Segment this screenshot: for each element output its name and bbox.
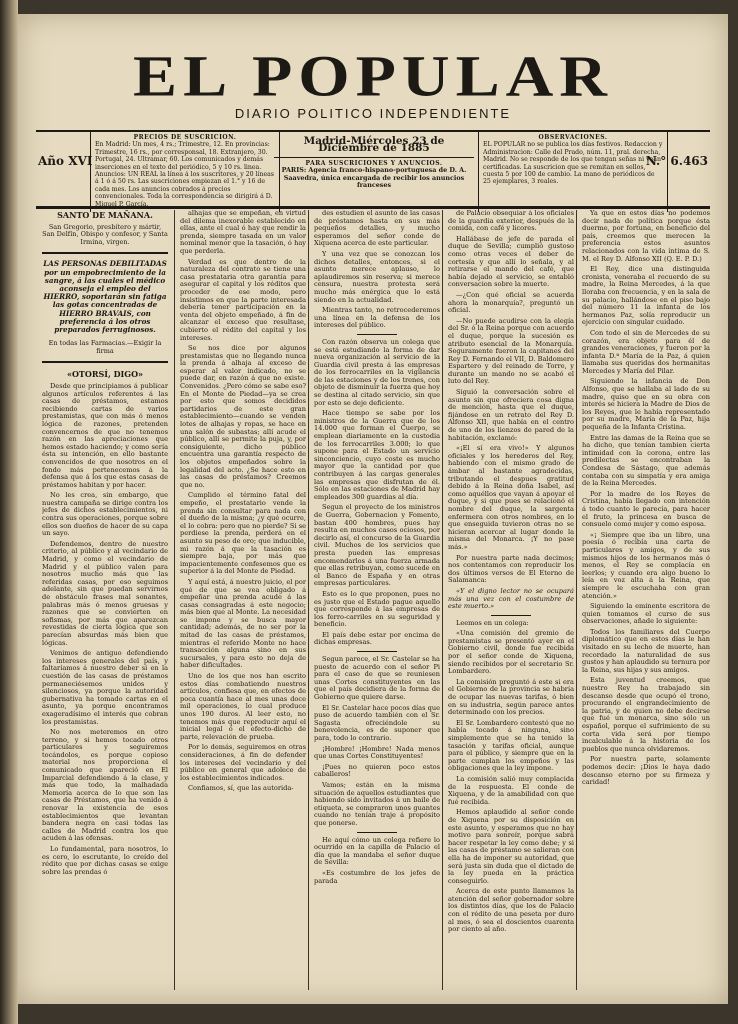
paragraph: Verdad es que dentro de la naturaleza del contrato se tiene una casa prestataria otra garantía para asegurar el capital y los réditos que proceder de ese modo, pero insistimos en que la parte interesada debería tener participación en la venta del objeto empeñado, á fin de alcanzar el exceso que resultase, cubierto el rédito del capital y los intereses.	[180, 257, 306, 342]
paragraph: El Rey, dice una distinguida cronista, veneraba el recuerdo de su madre, la Reina Mercedes, á la que lloraba con frecuencia, y en la sala de su palacio, hallándose en el piso bajo del número 11 la infanta de los hermanos Paz, solía reproducir un ejercicio con singular cuidado.	[582, 265, 710, 327]
paragraph: Confiamos, sí, que las autorida-	[188, 784, 294, 793]
paragraph: Siguiendo la eminente escritora de quien tomamos el curso de sus observaciones, añade lo siguiente:	[582, 602, 710, 626]
paragraph: Con razón observa un colega que se está estudiando la forma de dar nueva organización al servicio de la Guardia civil presta á las empresas de los ferrocarriles en la vigilancia de las estaciones y de los trenes, con objeto de disminuir la fuerza que hoy se destina al citado servicio, sin que por esto se deje deficiente.	[314, 337, 440, 407]
paragraph: —No puede acudirse con la elegía del Sr. ó la Reina porque con acuerdo el duque, porque la sucesión es atributo esencial de la Monarquía. Seguramente fueron la capitanes del Rey D. Fernando el VII, D. Baldomero Espartero y del reinado de Torre, y durante un mando no se acabó el luto del Rey.	[448, 316, 574, 386]
paragraph: La comisión preguntó á este si era el Gobierno de la provincia se habría de ocupar las nuevas tarifas, ó bien en su industria, según parece antes determinado con los precios.	[448, 677, 574, 717]
paragraph: Uno de los que nos han escrito estos días combatiendo nuestros artículos, confiesa que, en efectos de poca cuantía hace al mes unas doce mil operaciones, lo cual produce unos 190 duros. Al leer esto, no tenemos más que reproducir aquí el inicial legal ó el efecto-dicho de parte, relevación de prueba.	[180, 672, 306, 741]
paragraph: Por nuestra parte nada decimos; nos contentamos con reproducir los dos últimos versos de El Eterno de Salamanca:	[448, 553, 574, 585]
observations-text: EL POPULAR no se publica los días festivos. Redaccion y Administracion: Calle del Prado, núm. 11, pral. derecha, Madrid. No se responde de los que tengan señas ni vean certificadas. La suscricion que se remitan en sellos, cuesta 5 por 100 de cambio. La mano de periódicos de 25 ejemplares, 3 reales.	[483, 141, 663, 186]
header-bottom-rule	[36, 206, 710, 209]
paragraph: Acerca de este punto llamamos la atención del señor gobernador sobre los distintos días, que los de Palacio con el rédito de una peseta por duro al mes, ó sea el doscientos cuarenta por ciento al año.	[448, 887, 574, 934]
masthead	[18, 44, 728, 121]
column-4	[448, 210, 574, 1000]
paragraph: Segun parece, el Sr. Castelar se ha puesto de acuerdo con el señor Pi para el caso de que se reuniesen unas Cortes constituyentes en las que el país decidiera de la forma de Gobierno que quiere darse.	[314, 655, 440, 702]
paragraph: Esto es lo que proponen, pues no es justo que el Estado pague aquello que corresponde á las empresas de los ferro-carriles en su seguridad y beneficio.	[314, 589, 440, 629]
paragraph: de Palacio obsequiar á los oficiales de la guardia exterior, después de la comida, con café y licores.	[448, 210, 574, 233]
paragraph: Hallábase de jefe de parada el duque de Sevilla; cumplió gustoso como otras veces el deber de cortesía y que allí lo señala, y al retirarse el mando del café, que había dejado el servicio, se entabló conversacion sobre la muerte.	[448, 234, 574, 289]
paragraph: Vamos; están en la misma situación de aquellos estudiantes que habiendo sido invitados á un baile de etiqueta, se compraron unos guantes cuando no tenían traje á propósito que ponerse.	[314, 780, 440, 827]
paragraph: Desde que principiamos á publicar algunos artículos referentes á las casas de préstamos, estamos recibiendo cartas de varios prestamistas, que con más ó menos lógica de razones, pretenden convencernos de que no tenemos razón en las apreciaciones que hemos estado haciendo; y como sería ésta su intención, en ello bastante convencidos de que nosotros en el fondo más pertenecemos á la defensa que á los que estas casas de préstamos habitan y por hacer.	[42, 381, 168, 489]
saint-text: San Gregorio, presbítero y mártir, San Delfín, Obispo y confesor, y Santa Irmina, virgen.	[42, 222, 168, 246]
paragraph: Lo fundamental, para nosotros, lo es cero, lo escrutante, lo creído del rédito que por dichas casas se exige sobre las prendas ó	[42, 845, 168, 876]
paragraph: Segun el proyecto de los ministros de Guerra, Gobernacion y Fomento, bastan 400 hombres, pues hay resulta en muchos casos ociosos, por decirlo así, el concurso de la Guardia civil. Muchos de los servicios que presta pueden las empresas encomendarlos á una fuerza armada que ellas retribuyan, como sucede en el Banco de España y en otras empresas particulares.	[314, 503, 440, 588]
year-label: Año XVI	[38, 154, 93, 168]
ads-title: PARA SUSCRICIONES Y ANUNCIOS.	[305, 159, 443, 167]
column-3	[314, 210, 440, 1000]
paragraph: ¡Pues no quieren poco estos caballeros!	[314, 762, 440, 779]
paragraph: —¿Con qué oficial se acuerda ahora la monarquía?, preguntó un oficial.	[448, 290, 574, 315]
paragraph: Y aquí está, á nuestro juicio, el por qué de que se vea obligado á empeñar una prenda acude á las casas consagradas á este negocio; más bien que al Monte. La necesidad se impone y se busca mayor cantidad; además, de no ser por la mitad de las casas de préstamos, mientras el referido Monte no hace transacción alguna sino en sus sucursales, y para esto no deja de haber dificultades.	[180, 577, 306, 670]
paragraph: Entre las damas de la Reina que se ha dicho, que tenían tambien cierta intimidad con la corona, entre las predilectas se encontraban la Condesa de Sástago, que además contaba con su simpatía y era amiga de la Reina Mercedes.	[582, 433, 710, 488]
newspaper-subtitle: DIARIO POLITICO INDEPENDIENTE	[234, 106, 512, 121]
column-5	[582, 210, 710, 1000]
column-1	[42, 210, 168, 1000]
iron-tonic-ad-footer: En todas las Farmacias.—Exigir la firma	[48, 339, 162, 355]
paragraph: El Sr. Lombardero contestó que no había tocado á ninguna, sino simplemente que se ha tenido la tasación y tarifas oficial, aunque para el público, y siempre que en la parte cumplan los empeños y las obligaciones que la ley impone.	[448, 718, 574, 773]
paragraph: Mientras tanto, no retrocederemos una línea en la defensa de los intereses del público.	[314, 306, 440, 330]
paragraph: alhajas que se empeñan, en virtud del dilema inexorable establecido en ellas, ante el cual ó hay que rendir la prenda, siempre tasada en un valor nominal menor que la tasación, ó hay que perderla.	[180, 210, 306, 255]
paragraph: «Y el digno lector no se ocupará más una vez con el costumbre de este muerto.»	[448, 586, 574, 611]
paragraph: Y una vez que se conozcan los dichos detalles, entonces, si el asunto merece aplauso, lo aplaudiremos sin reserva; si merece censura, nuestra protesta será mucho más enérgica que lo está siendo en la actualidad.	[314, 249, 440, 304]
observations-title: OBSERVACIONES.	[538, 134, 608, 141]
paragraph: Hemos aplaudido al señor conde de Xiquena por su disposición en este asunto, y esperamos que no hay motivo para sonreír, porque sabrá hacer respetar la ley como debe; y si las casas de préstamo se salieran con ella ha de imponer su autoridad, que será justa sin duda que el dictado de la ley pueda en la práctica conseguirlo.	[448, 808, 574, 885]
paragraph: Siguiendo la infancia de Don Alfonso, que se hallaba al lado de su madre, quiso que en su obra con interés se hiciera la Madre de Dios de los Reyes, que le había representado por su madre, María de la Paz, hija pequeña de la Infanta Cristina.	[582, 377, 710, 432]
saint-title: SANTO DE MAÑANA.	[57, 210, 153, 220]
newspaper-page	[18, 14, 728, 1004]
paragraph: Esta juventud creemos, que nuestro Rey ha trabajado sin descanso desde que ocupó el trono, procurando el engrandecimiento de la patria, y de quien no debe decirse que fué un monarca, sino sólo un español, porque el sufrimiento de su corta vida será por tiempo incalculable á la historia de los pueblos que nunca olvidaremos.	[582, 676, 710, 753]
column-2	[180, 210, 306, 1000]
paragraph: «Es costumbre de los jefes de parada	[314, 868, 440, 885]
paragraph: El país debe estar por encima de dichas empresas.	[314, 630, 440, 647]
paragraph: «¡ Siempre que iba un libro, una poesía ó recibía una carta de particulares y amigos, y de sus mismos hijos de los hermanos más ó menos, el Rey se complacía en leerlos; y cuando era algo bueno lo leía en voz alta á la Reina, que siempre le escuchaba con gran atención.»	[582, 530, 710, 600]
issue-date: Madrid-Miércoles 23 de Diciembre de 1885	[303, 135, 445, 155]
date-box	[274, 135, 474, 190]
paragraph: «Una comisión del gremio de prestamistas se presentó ayer en el Gobierno civil, donde fue recibida por el señor conde de Xiquena, siendo recibidos por el secretario Sr. Lombardero.	[448, 629, 574, 676]
subscription-title: PRECIOS DE SUSCRICION.	[133, 134, 237, 141]
issue-number: N.° 6.463	[645, 154, 708, 168]
paragraph: Cumplido el término fatal del empeño, el prestatario vende la prenda sin consultar para nada con el dueño de la misma; ¿y qué ocurre, el lo cobra: pero que no pierde? Si se perdiese la prenda, perderá en el asunto su peso de oro; que inducible, mi razón á que la tasación es siempre baja, por más que impacientemente confesemos que es superior á la del Monte de Piedad.	[180, 491, 306, 576]
book-spine	[0, 0, 18, 1024]
section-heading: «OTORSÍ, DIGO»	[66, 369, 144, 380]
subscription-box	[90, 132, 280, 212]
paragraph: El Sr. Castelar hace pocos días que puso de acuerdo también con el Sr. Sagasta ofreciéndole su benevolencia, es de suponer que para, todo lo contrario.	[314, 703, 440, 742]
paragraph: Todos los familiares del Cuerpo diplomático que en estos días le han visitado en su lecho de muerte, han recordado la naturalidad de sus gustos y han aplaudido su ternura por la Reina, sus hijas y sus amigos.	[582, 627, 710, 674]
paragraph: He aquí cómo un colega refiere lo ocurrido en la capilla de Palacio el día que la mandaba el señor duque de Sevilla:	[314, 835, 440, 867]
paragraph: Se nos dice por algunos prestamistas que no llegando nunca la prenda á alhaja al exceso de esperar al valor indicado, no se puede dar, en razón á que no existe. Convenidos. ¿Pero cómo se sabe eso? En el Monte de Piedad—ya se crea por esto que somos decididos partidarios de este gran establecimiento—cuando se venden lotes de alhajas y ropas, se hace en una salón de subastas; allí acude el público, allí se permite la puja, y, por consiguiente, dicho público encuentra una garantía respecto de los objetos empeñados sobre la legalidad del acto. ¿Se hace esto en las casas de préstamos? Creemos que no.	[180, 344, 306, 489]
paragraph: «¡El sí era vivo!» Y algunos oficiales y los herederos del Rey, habiendo con el mismo grado de ámbar al bastante agradecidas, tributando el despues gratitud debido á la Reina doña Isabel, así como aquéllos que vayan á apoyar el duque, y si que pues se relacionó el nombre del duque, la sargenta enfermera con otros nombres, en lo que enseguida tuvieron otras no se hicieran acercar al lugar donde la misma del Monarca. ¡Y no pase más.»	[448, 444, 574, 551]
paragraph: Defendemos, dentro de nuestro criterio, al público y al vecindario de Madrid, y como el vecindario de Madrid y el público valen para nosotros mucho más que las referidas casas, por eso seguimos adelante, sin que puedan servirnos de obstáculo frases mal sonantes, palabras más ó menos gruesas y razones que se convierten en sofismas, por más que aparezcan revestidas de cierta lógica que son parecían absurdas más bien que lógicas.	[42, 539, 168, 647]
paragraph: Por nuestra parte, solamente podemos decir: ¡Dios le haya dado descanso eterno por su firmeza y caridad!	[582, 755, 710, 787]
iron-tonic-ad: LAS PERSONAS DEBILITADAS por un empobrecimiento de la sangre, á las cuales el médico aconseja el empleo del HIERRO, soportarán sin fatiga las gotas concentradas de HIERRO BRAVAIS, con preferencia á los otros preparados ferruginosos.	[43, 259, 167, 334]
ads-text: PARIS: Agencia franco-hispano-portuguesa de D. A. Saavedra, única encargada de recibir los anuncios franceses	[281, 166, 467, 190]
paragraph: La comisión salió muy complacida de la respuesta. El conde de Xiquena, y de la amabilidad con que fué recibida.	[448, 774, 574, 806]
subscription-text: En Madrid: Un mes, 4 rs.; Trimestre, 12. En provincias: Trimestre, 16 rs., por corresponsal, 18. Extranjero, 30. Portugal, 24. Ultramar, 60. Los comunicados y demás inserciones en el texto del periódico, 5 y 10 rs. linea. Anuncios: UN REAL la línea á los suscritores, y 20 líneas á 1 ó á 50 rs. Las suscriciones empiezan el 1.° y 16 de cada mes. Los anuncios cobrados á precios convencionales. Toda la correspondencia se dirigirá á D. Miguel P. García.	[95, 141, 274, 208]
paragraph: Hace tiempo se sabe por los ministros de la Guerra que de los 14.000 que forman el Cuerpo, se emplean diariamente en la custodia de los ferrocarriles 3.000; lo que supone para el Estado un servicio sinconciencio, cuyo coste es mucho mayor que la cantidad por que contribuyen á las cargas generales las empresas que disfrutan de él. Sólo en las estaciones de Madrid hay empleados 300 guardias al día.	[314, 409, 440, 501]
paragraph: Venimos de antiguo defendiendo los intereses generales del país, y faltaríamos á nuestro deber si en la cuestión de las casas de préstamos permaneciésemos unidos y silenciosos, ya porque la autoridad gubernativa ha tomado cartas en el asunto, ya porque encontramos exageradísimo el interés que cobran los prestamistas.	[42, 649, 168, 726]
paragraph: Con todo el sin de Mercedes de su corazón, era objeto para él de grandes veneraciones, y fueron por la infanta D.ª María de la Paz, á quien llamaba sus queridas dos hermanitas Mercedes y María del Pilar.	[582, 328, 710, 375]
article-columns	[42, 210, 712, 1000]
paragraph: Siguió la conversación sobre el asunto sin que ofreciera cosa digna de mención, hasta que el duque, fijándose en un retrato del Rey D. Alfonso XII, que había en el centro de uno de los lienzos de pared de la habitación, exclamó:	[448, 388, 574, 442]
paragraph: Leemos en un colega:	[456, 618, 529, 627]
paragraph: Ya que en estos días no podemos decir nada de política porque ésta duerme, por fortuna, en beneficio del país, creemos que merecen la preferencia estos asuntos relacionados con la vida íntima de S. M. el Rey D. Alfonso XII (Q. E. P. D.)	[582, 210, 710, 263]
paragraph: ¡Hombre! ¡Hombre! Nada menos que unas Cortes Constituyentes!	[314, 744, 440, 761]
paragraph: Por la madre de los Reyes de Cristina, había llegado con intención á todo cuanto le parecía, para hacer el fruto, la princesa en busca de consuelo como mujer y como esposa.	[582, 489, 710, 529]
paragraph: No les crea, sin embargo, que nuestra campaña se dirige contra los jefes de dichos establecimientos, ni contra sus operaciones, porque sobre ellos son dueños de hacer de su capa un sayo.	[42, 491, 168, 538]
paragraph: No nos meteremos en otro terreno, y si hemos tocado otros particulares y seguiremos tocándolos, es porque copioso material nos proporciona el comunicado que apareció en El Imparcial defendiendo á la clase, y más que todo, la malhadada Memoria acerca de lo que son las casas de Préstamos, que ha venido á renovar la existencia de esos establecimientos que levantan bandera negra en casi todas las calles de Madrid contra los que acuden á las ofensas.	[42, 728, 168, 843]
newspaper-title: EL POPULAR	[133, 44, 613, 109]
paragraph: Por lo demás, seguiremos en otras consideraciones, á fin de defender los intereses del vecindario y del público en general que adolece de los establecimientos indicados.	[180, 743, 306, 782]
paragraph: des estudien el asunto de las casas de préstamos hasta en sus más pequeños detalles, y mucho esperamos del señor conde de Xiquena acerca de este particular.	[314, 210, 440, 248]
observations-box	[478, 132, 668, 212]
